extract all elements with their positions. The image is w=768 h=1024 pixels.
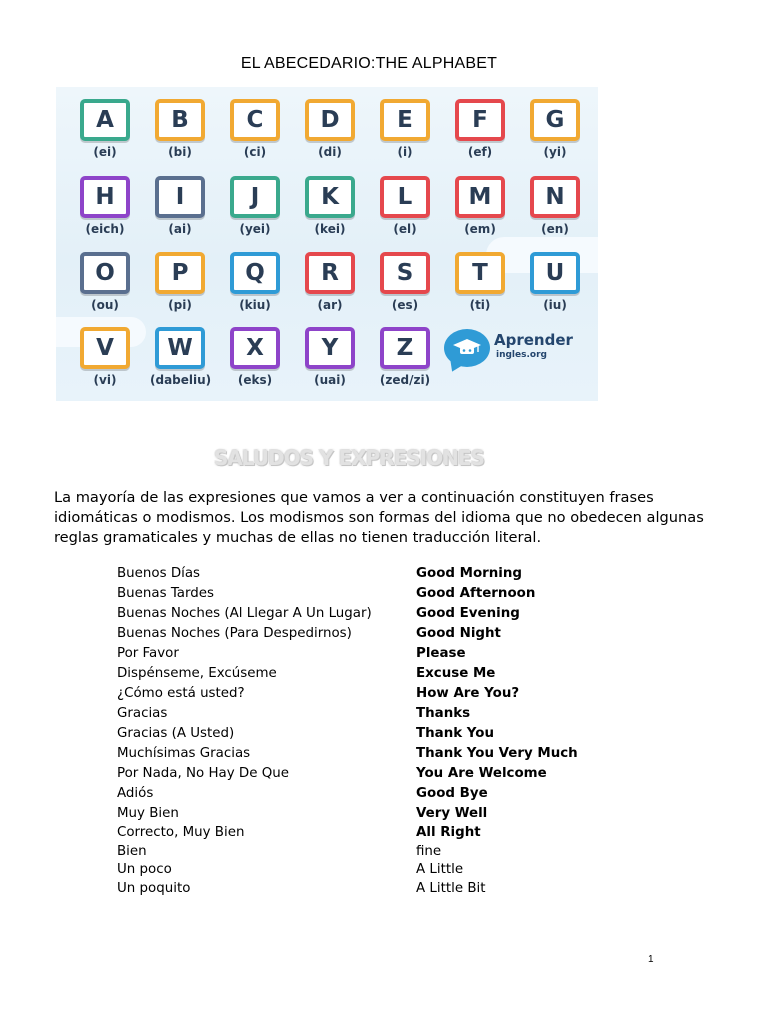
letter-tile: E: [380, 99, 430, 141]
letter-tile: F: [455, 99, 505, 141]
phrase-row: [117, 844, 677, 864]
letter-pronunciation: (en): [541, 222, 569, 236]
phrase-row: [117, 606, 677, 626]
letter-tile: T: [455, 252, 505, 294]
phrase-english: Thank You: [416, 726, 495, 741]
page-number: 1: [648, 954, 654, 965]
letter-tile: Z: [380, 327, 430, 369]
phrase-row: [117, 806, 677, 826]
phrase-row: [117, 766, 677, 786]
phrase-row: [117, 881, 677, 901]
letter-card: [450, 252, 510, 312]
letter-card: [75, 99, 135, 159]
letter-pronunciation: (ef): [467, 145, 493, 159]
phrase-spanish: Muchísimas Gracias: [117, 746, 251, 761]
phrase-english: You Are Welcome: [416, 766, 547, 781]
letter-tile: Y: [305, 327, 355, 369]
letter-pronunciation: (bi): [168, 145, 192, 159]
phrase-spanish: Gracias (A Usted): [117, 726, 235, 741]
page-title: EL ABECEDARIO:THE ALPHABET: [240, 55, 498, 72]
phrase-row: [117, 726, 677, 746]
phrase-spanish: Un poquito: [117, 881, 191, 896]
letter-tile: J: [230, 176, 280, 218]
letter-card: [75, 327, 135, 387]
letter-tile: X: [230, 327, 280, 369]
phrase-spanish: Buenas Tardes: [117, 586, 214, 601]
letter-pronunciation: (uai): [314, 373, 346, 387]
letter-pronunciation: (vi): [93, 373, 117, 387]
letter-card: [375, 99, 435, 159]
phrase-english: Good Evening: [416, 606, 520, 621]
letter-card: [450, 99, 510, 159]
letter-tile: R: [305, 252, 355, 294]
phrase-english: Thanks: [416, 706, 471, 721]
letter-card: [450, 176, 510, 236]
letter-pronunciation: (eich): [85, 222, 125, 236]
phrase-spanish: Correcto, Muy Bien: [117, 825, 245, 840]
letter-pronunciation: (es): [391, 298, 419, 312]
section-heading: SALUDOS Y EXPRESIONES: [214, 446, 485, 470]
brand-name: Aprender: [494, 331, 573, 349]
letter-pronunciation: (kiu): [239, 298, 271, 312]
phrase-row: [117, 706, 677, 726]
letter-card: [300, 252, 360, 312]
letter-card: [150, 252, 210, 312]
letter-card: [525, 99, 585, 159]
phrase-row: [117, 862, 677, 882]
letter-pronunciation: (zed/zi): [379, 373, 431, 387]
letter-tile: I: [155, 176, 205, 218]
letter-tile: B: [155, 99, 205, 141]
phrase-spanish: Por Nada, No Hay De Que: [117, 766, 289, 781]
letter-card: [75, 176, 135, 236]
phrase-row: [117, 825, 677, 845]
phrase-english: Excuse Me: [416, 666, 496, 681]
letter-pronunciation: (i): [397, 145, 413, 159]
phrase-spanish: ¿Cómo está usted?: [117, 686, 245, 701]
graduation-cap-chat-bubble-icon: [444, 329, 490, 367]
letter-card: [225, 327, 285, 387]
phrase-spanish: Buenas Noches (Para Despedirnos): [117, 626, 352, 641]
letter-card: [150, 99, 210, 159]
phrase-spanish: Buenas Noches (Al Llegar A Un Lugar): [117, 606, 372, 621]
letter-pronunciation: (el): [393, 222, 417, 236]
phrase-english: Please: [416, 646, 466, 661]
letter-pronunciation: (dabeliu): [150, 373, 212, 387]
letter-card: [375, 176, 435, 236]
phrase-row: [117, 746, 677, 766]
letter-tile: Q: [230, 252, 280, 294]
phrase-english: Good Afternoon: [416, 586, 536, 601]
letter-card: [300, 327, 360, 387]
letter-pronunciation: (ar): [317, 298, 343, 312]
letter-tile: N: [530, 176, 580, 218]
letter-tile: S: [380, 252, 430, 294]
phrase-spanish: Adiós: [117, 786, 154, 801]
letter-card: [225, 176, 285, 236]
letter-card: [225, 252, 285, 312]
letter-pronunciation: (yei): [239, 222, 271, 236]
letter-tile: H: [80, 176, 130, 218]
letter-pronunciation: (ai): [168, 222, 192, 236]
letter-pronunciation: (em): [464, 222, 496, 236]
letter-tile: D: [305, 99, 355, 141]
phrase-english: All Right: [416, 825, 481, 840]
phrase-english: A Little Bit: [416, 881, 486, 896]
letter-tile: C: [230, 99, 280, 141]
phrase-english: How Are You?: [416, 686, 520, 701]
phrase-row: [117, 686, 677, 706]
phrase-row: [117, 666, 677, 686]
phrase-english: fine: [416, 844, 442, 859]
letter-card: [75, 252, 135, 312]
phrase-spanish: Por Favor: [117, 646, 179, 661]
letter-pronunciation: (kei): [314, 222, 346, 236]
letter-tile: V: [80, 327, 130, 369]
brand-logo: [444, 329, 594, 373]
letter-tile: W: [155, 327, 205, 369]
letter-card: [525, 252, 585, 312]
letter-pronunciation: (pi): [168, 298, 192, 312]
letter-pronunciation: (ci): [243, 145, 267, 159]
letter-pronunciation: (di): [318, 145, 342, 159]
letter-tile: M: [455, 176, 505, 218]
phrase-spanish: Bien: [117, 844, 147, 859]
brand-domain: ingles.org: [496, 350, 547, 360]
phrase-row: [117, 586, 677, 606]
intro-paragraph: La mayoría de las expresiones que vamos a ver a continuación constituyen frases idiomáticas o modismos. Los modismos son formas del idioma que no obedecen algunas reglas gramaticales y muchas de ellas no tienen traducción literal.: [54, 489, 704, 546]
phrase-row: [117, 646, 677, 666]
letter-pronunciation: (ei): [93, 145, 117, 159]
alphabet-illustration: [56, 87, 598, 401]
phrase-spanish: Muy Bien: [117, 806, 179, 821]
letter-tile: K: [305, 176, 355, 218]
phrase-english: Good Night: [416, 626, 501, 641]
letter-tile: G: [530, 99, 580, 141]
letter-card: [375, 327, 435, 387]
letter-card: [300, 99, 360, 159]
phrase-row: [117, 626, 677, 646]
phrase-english: Good Bye: [416, 786, 488, 801]
letter-tile: A: [80, 99, 130, 141]
letter-tile: L: [380, 176, 430, 218]
phrase-english: A Little: [416, 862, 464, 877]
phrase-row: [117, 786, 677, 806]
phrase-spanish: Un poco: [117, 862, 172, 877]
letter-card: [300, 176, 360, 236]
phrase-spanish: Gracias: [117, 706, 168, 721]
letter-pronunciation: (eks): [237, 373, 273, 387]
letter-pronunciation: (iu): [543, 298, 567, 312]
letter-card: [525, 176, 585, 236]
letter-tile: U: [530, 252, 580, 294]
phrase-english: Very Well: [416, 806, 488, 821]
letter-pronunciation: (ti): [469, 298, 491, 312]
letter-card: [150, 176, 210, 236]
phrase-english: Good Morning: [416, 566, 523, 581]
phrase-row: [117, 566, 677, 586]
letter-card: [225, 99, 285, 159]
letter-pronunciation: (ou): [91, 298, 119, 312]
letter-pronunciation: (yi): [543, 145, 567, 159]
letter-tile: P: [155, 252, 205, 294]
letter-card: [375, 252, 435, 312]
phrase-spanish: Buenos Días: [117, 566, 201, 581]
letter-card: [150, 327, 210, 387]
letter-tile: O: [80, 252, 130, 294]
phrase-english: Thank You Very Much: [416, 746, 578, 761]
phrase-spanish: Dispénseme, Excúseme: [117, 666, 277, 681]
